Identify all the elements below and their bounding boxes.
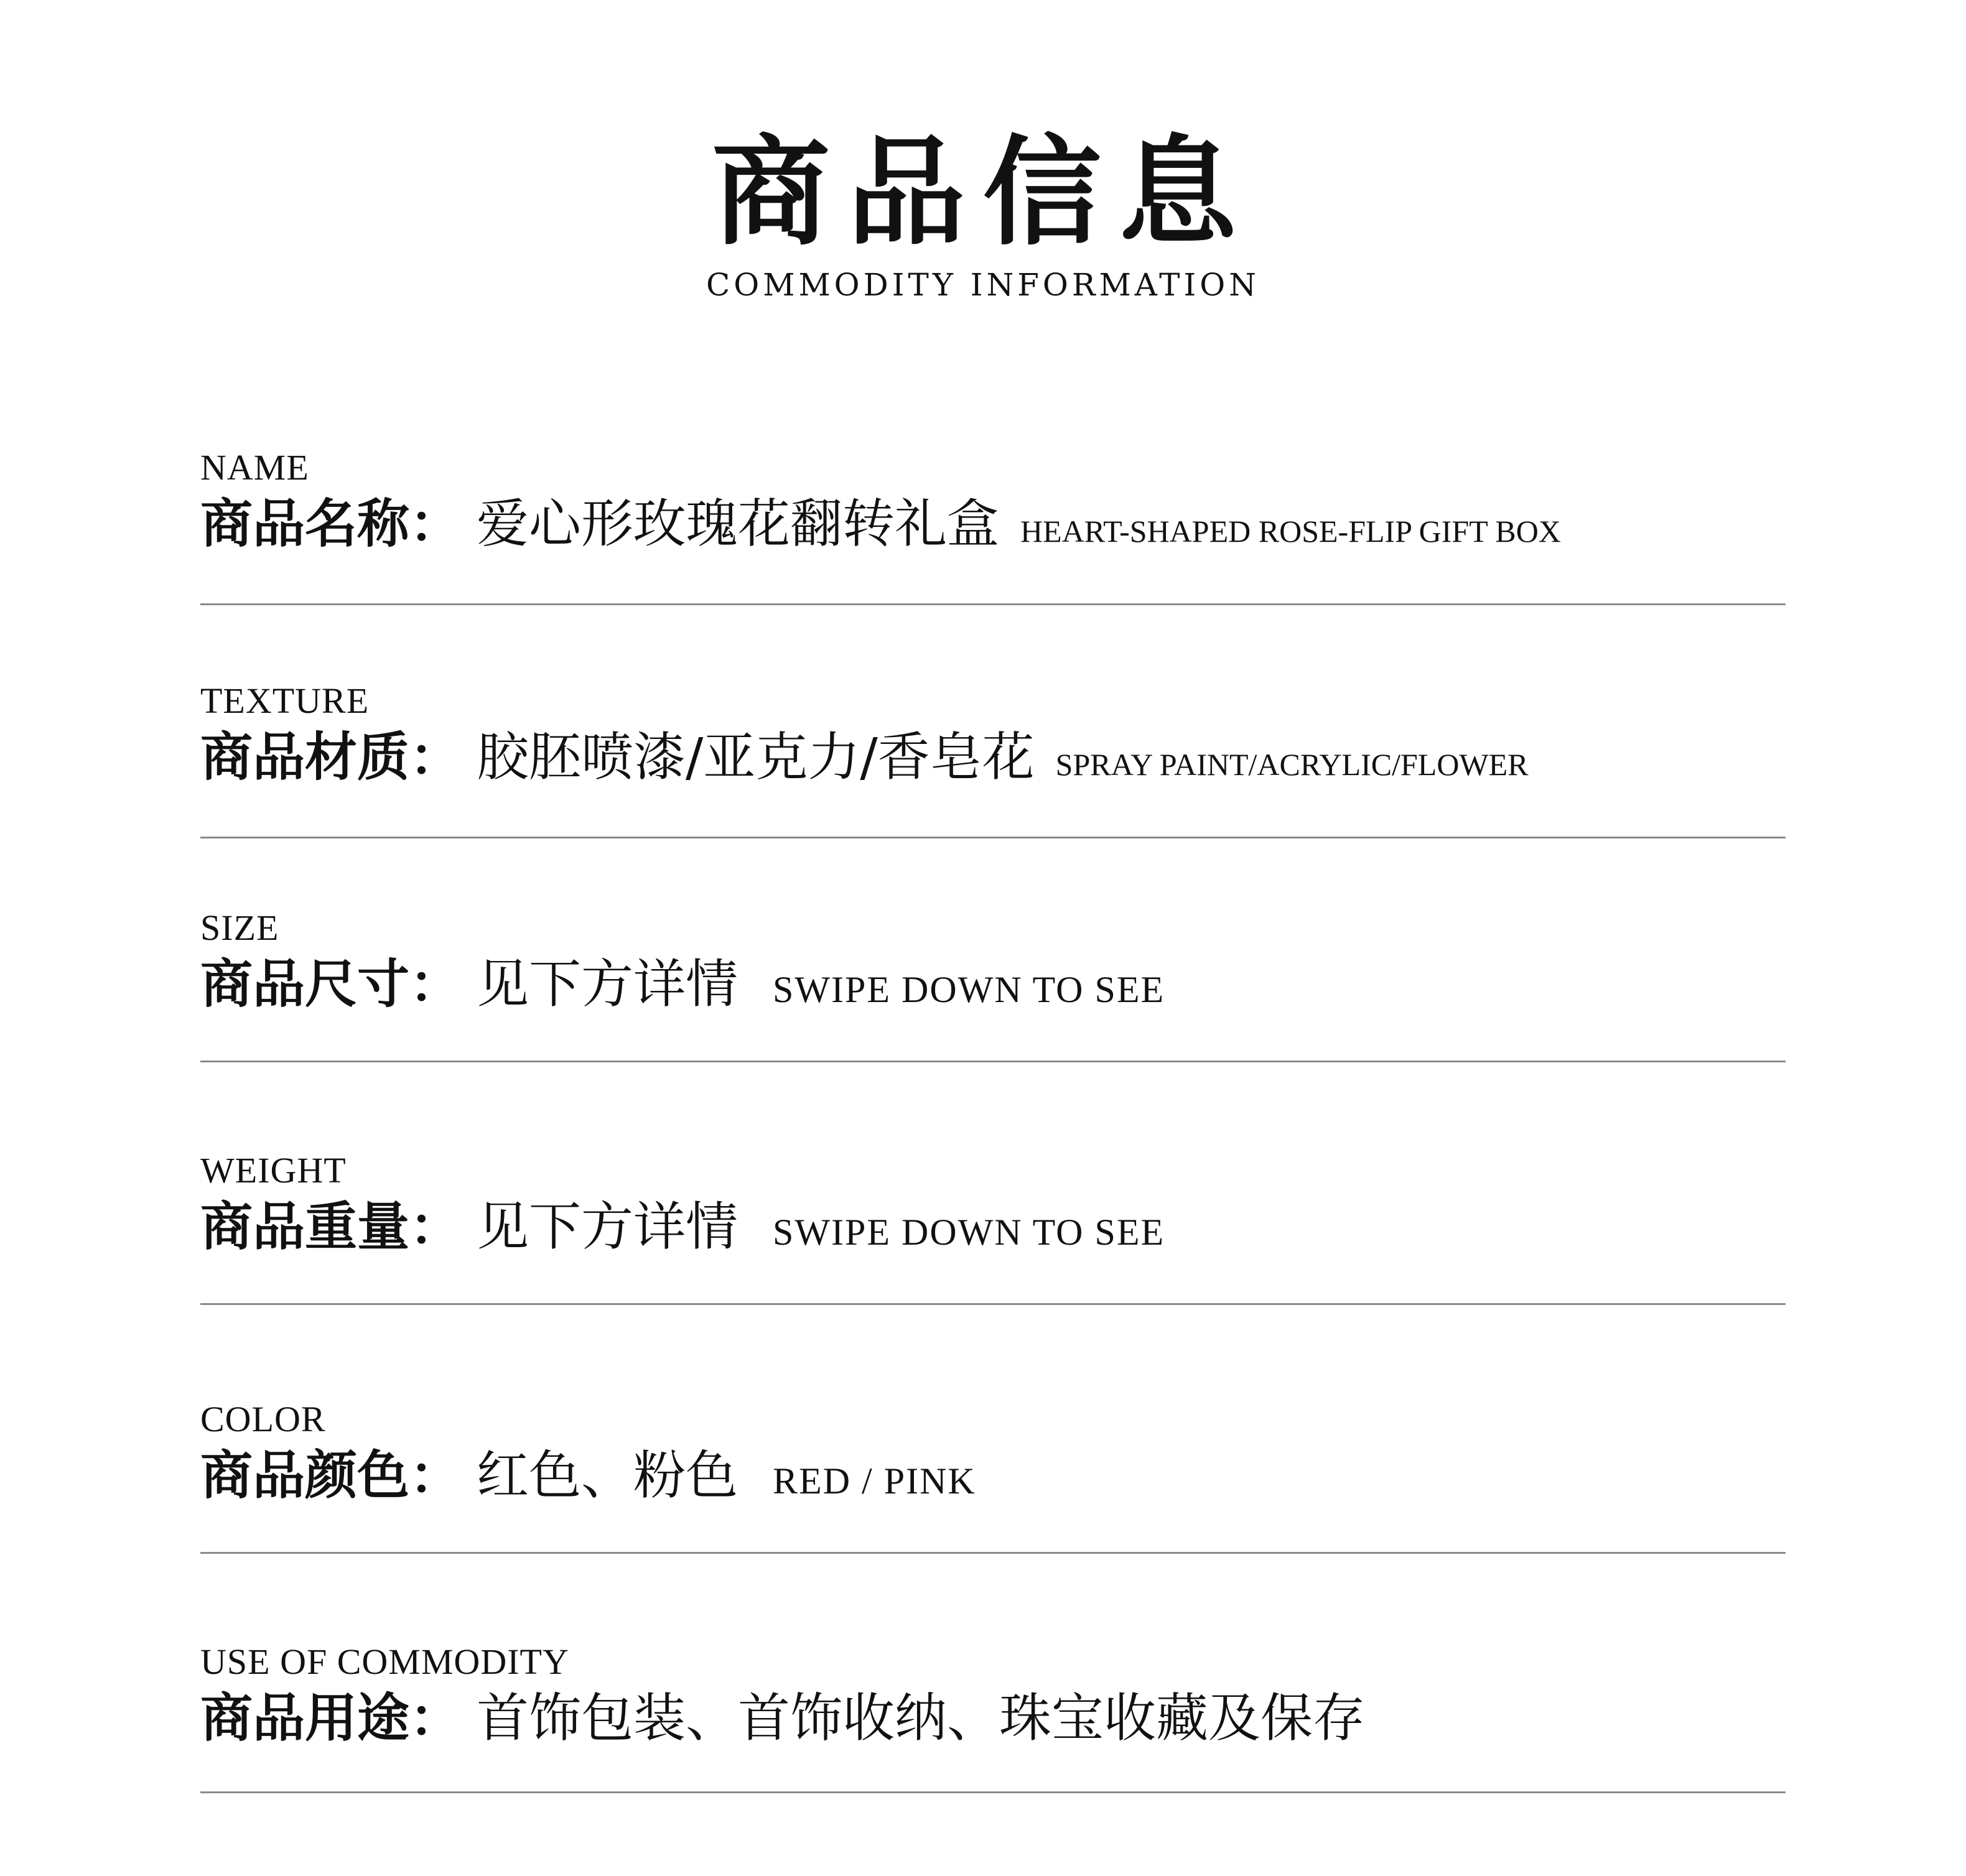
row-main — [200, 726, 1529, 788]
row-label-en: SIZE — [200, 908, 279, 948]
row-colon: ： — [409, 1445, 462, 1506]
row-colon: ： — [409, 493, 462, 554]
row-label-cn: 商品尺寸 — [200, 954, 410, 1015]
row-colon: ： — [409, 1688, 462, 1748]
row-label-en: USE OF COMMODITY — [200, 1642, 569, 1682]
row-label-en: NAME — [200, 447, 309, 488]
row-value-en: SPRAY PAINT/ACRYLIC/FLOWER — [1055, 747, 1529, 782]
page-title: 商品信息 — [711, 124, 1254, 261]
row-divider — [200, 603, 1786, 605]
row-value-cn: 胶胚喷漆/亚克力/香皂花 — [477, 727, 1035, 787]
row-divider — [200, 837, 1786, 838]
info-row-name — [200, 448, 1786, 610]
row-value-cn: 见下方详情 — [477, 954, 738, 1015]
row-value-cn: 红色、粉色 — [477, 1445, 738, 1506]
row-divider — [200, 1791, 1786, 1793]
info-row-weight — [200, 1151, 1786, 1312]
row-label-cn: 商品用途 — [200, 1688, 410, 1748]
info-row-color — [200, 1400, 1786, 1561]
row-label-en: WEIGHT — [200, 1150, 347, 1191]
row-value-en: SWIPE DOWN TO SEE — [773, 969, 1165, 1010]
row-value-cn: 见下方详情 — [477, 1196, 738, 1257]
info-row-size — [200, 908, 1786, 1070]
row-colon: ： — [409, 727, 462, 787]
info-row-use — [200, 1642, 1786, 1804]
row-label-en: COLOR — [200, 1399, 326, 1439]
row-main — [200, 953, 1165, 1015]
row-value-en: SWIPE DOWN TO SEE — [773, 1212, 1165, 1253]
row-value-cn: 首饰包装、首饰收纳、珠宝收藏及保存 — [477, 1688, 1366, 1748]
page-subtitle: COMMODITY INFORMATION — [706, 267, 1260, 303]
row-label-cn: 商品材质 — [200, 727, 410, 787]
row-main — [200, 1196, 1165, 1258]
row-divider — [200, 1061, 1786, 1062]
row-main — [200, 1687, 1365, 1749]
row-label-cn: 商品重量 — [200, 1196, 410, 1257]
row-main — [200, 493, 1561, 555]
row-divider — [200, 1552, 1786, 1554]
row-colon: ： — [409, 954, 462, 1015]
row-value-en: RED / PINK — [773, 1460, 976, 1502]
row-main — [200, 1444, 976, 1507]
row-label-cn: 商品颜色 — [200, 1445, 410, 1506]
row-value-cn: 爱心形玫瑰花翻转礼盒 — [477, 493, 1000, 554]
row-value-en: HEART-SHAPED ROSE-FLIP GIFT BOX — [1020, 514, 1561, 549]
row-colon: ： — [409, 1196, 462, 1257]
row-divider — [200, 1303, 1786, 1305]
info-row-texture — [200, 681, 1786, 843]
row-label-cn: 商品名称 — [200, 493, 410, 554]
row-label-en: TEXTURE — [200, 680, 370, 721]
